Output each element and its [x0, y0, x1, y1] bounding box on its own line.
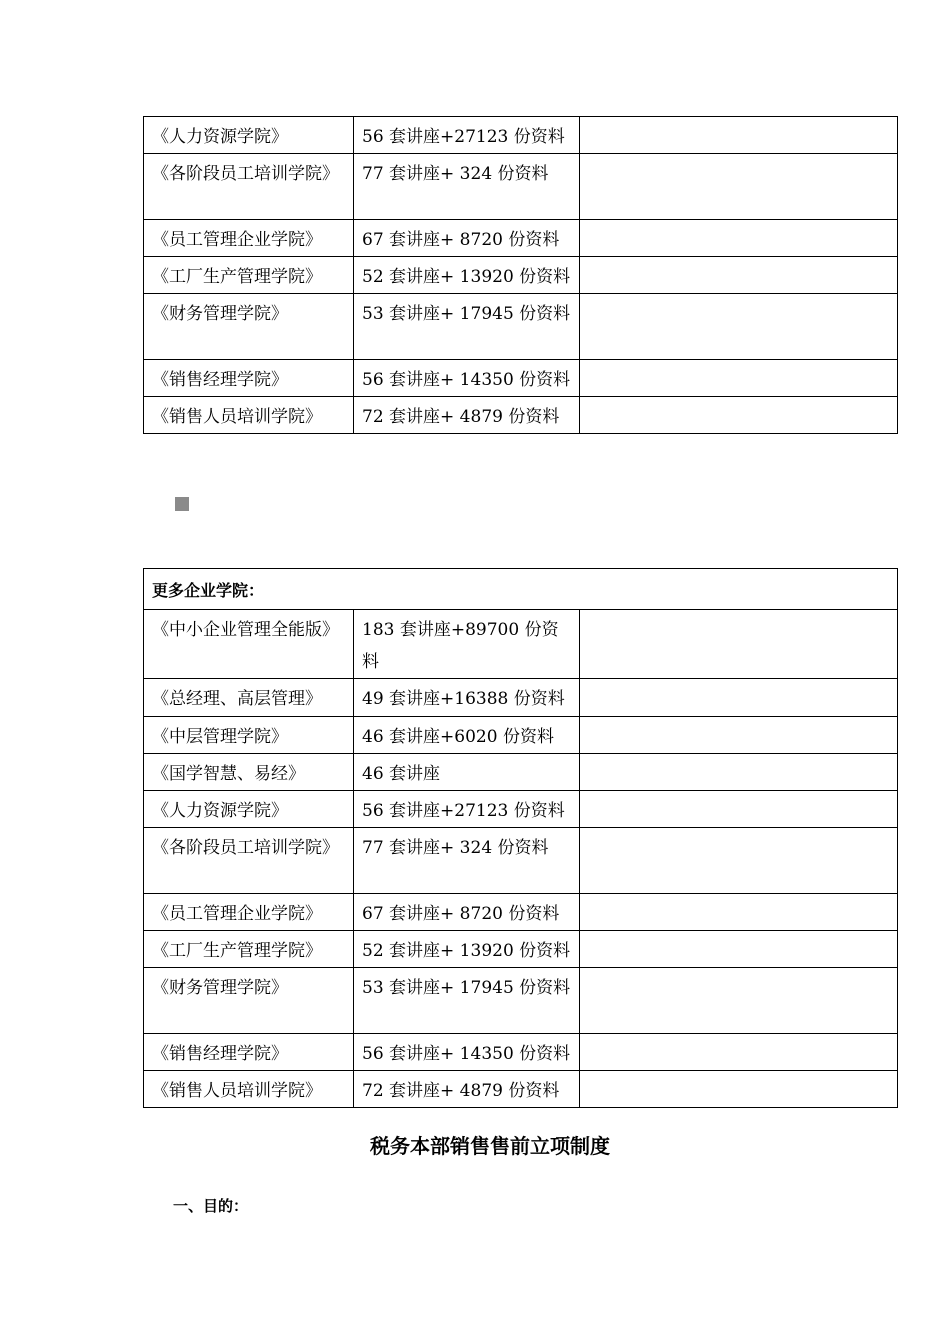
table-row [144, 717, 898, 754]
academy-extra-cell [580, 717, 898, 754]
academy-table-more [143, 568, 898, 1108]
academy-extra-cell [580, 154, 898, 220]
academy-detail-cell: 56 套讲座+ 14350 份资料 [354, 360, 580, 397]
table-row [144, 679, 898, 717]
academy-name-cell: 《财务管理学院》 [144, 294, 354, 360]
table-row [144, 791, 898, 828]
table-row [144, 117, 898, 154]
academy-name-cell: 《国学智慧、易经》 [144, 754, 354, 791]
academy-extra-cell [580, 257, 898, 294]
table-row [144, 931, 898, 968]
academy-name-cell: 《财务管理学院》 [144, 968, 354, 1034]
academy-detail-cell: 183 套讲座+89700 份资料 [354, 610, 580, 679]
section-heading: 一、目的： [173, 1197, 249, 1215]
academy-name-cell: 《中层管理学院》 [144, 717, 354, 754]
academy-extra-cell [580, 931, 898, 968]
academy-name-cell: 《员工管理企业学院》 [144, 220, 354, 257]
academy-extra-cell [580, 1034, 898, 1071]
academy-extra-cell [580, 679, 898, 717]
document-title: 税务本部销售售前立项制度 [370, 1134, 610, 1158]
academy-name-cell: 《各阶段员工培训学院》 [144, 828, 354, 894]
academy-name-cell: 《人力资源学院》 [144, 117, 354, 154]
table-header: 更多企业学院： [144, 569, 898, 610]
table-row [144, 257, 898, 294]
academy-extra-cell [580, 360, 898, 397]
academy-extra-cell [580, 117, 898, 154]
academy-detail-cell: 56 套讲座+27123 份资料 [354, 791, 580, 828]
academy-name-cell: 《人力资源学院》 [144, 791, 354, 828]
table-row [144, 968, 898, 1034]
academy-detail-cell: 56 套讲座+ 14350 份资料 [354, 1034, 580, 1071]
square-bullet-icon [175, 497, 189, 511]
academy-detail-cell: 46 套讲座 [354, 754, 580, 791]
academy-extra-cell [580, 894, 898, 931]
table-row [144, 220, 898, 257]
academy-extra-cell [580, 610, 898, 679]
academy-extra-cell [580, 294, 898, 360]
academy-detail-cell: 49 套讲座+16388 份资料 [354, 679, 580, 717]
academy-detail-cell: 53 套讲座+ 17945 份资料 [354, 294, 580, 360]
academy-name-cell: 《总经理、高层管理》 [144, 679, 354, 717]
academy-extra-cell [580, 1071, 898, 1108]
table-row [144, 754, 898, 791]
academy-extra-cell [580, 828, 898, 894]
academy-detail-cell: 67 套讲座+ 8720 份资料 [354, 894, 580, 931]
academy-name-cell: 《中小企业管理全能版》 [144, 610, 354, 679]
table-row [144, 154, 898, 220]
table-header-row [144, 569, 898, 610]
table-row [144, 1034, 898, 1071]
academy-detail-cell: 46 套讲座+6020 份资料 [354, 717, 580, 754]
table-row [144, 360, 898, 397]
academy-detail-cell: 52 套讲座+ 13920 份资料 [354, 931, 580, 968]
table-row [144, 294, 898, 360]
table-row [144, 610, 898, 679]
academy-name-cell: 《销售经理学院》 [144, 1034, 354, 1071]
academy-name-cell: 《销售人员培训学院》 [144, 397, 354, 434]
table-row [144, 397, 898, 434]
table-row [144, 1071, 898, 1108]
table-row [144, 828, 898, 894]
academy-extra-cell [580, 791, 898, 828]
academy-name-cell: 《工厂生产管理学院》 [144, 931, 354, 968]
academy-extra-cell [580, 397, 898, 434]
academy-detail-cell: 77 套讲座+ 324 份资料 [354, 154, 580, 220]
academy-extra-cell [580, 754, 898, 791]
academy-detail-cell: 72 套讲座+ 4879 份资料 [354, 1071, 580, 1108]
academy-extra-cell [580, 968, 898, 1034]
academy-detail-cell: 77 套讲座+ 324 份资料 [354, 828, 580, 894]
academy-detail-cell: 56 套讲座+27123 份资料 [354, 117, 580, 154]
academy-detail-cell: 67 套讲座+ 8720 份资料 [354, 220, 580, 257]
academy-name-cell: 《各阶段员工培训学院》 [144, 154, 354, 220]
academy-name-cell: 《销售人员培训学院》 [144, 1071, 354, 1108]
academy-detail-cell: 52 套讲座+ 13920 份资料 [354, 257, 580, 294]
table-row [144, 894, 898, 931]
academy-table-top [143, 116, 898, 434]
academy-extra-cell [580, 220, 898, 257]
academy-detail-cell: 53 套讲座+ 17945 份资料 [354, 968, 580, 1034]
academy-name-cell: 《员工管理企业学院》 [144, 894, 354, 931]
academy-name-cell: 《销售经理学院》 [144, 360, 354, 397]
academy-name-cell: 《工厂生产管理学院》 [144, 257, 354, 294]
academy-detail-cell: 72 套讲座+ 4879 份资料 [354, 397, 580, 434]
